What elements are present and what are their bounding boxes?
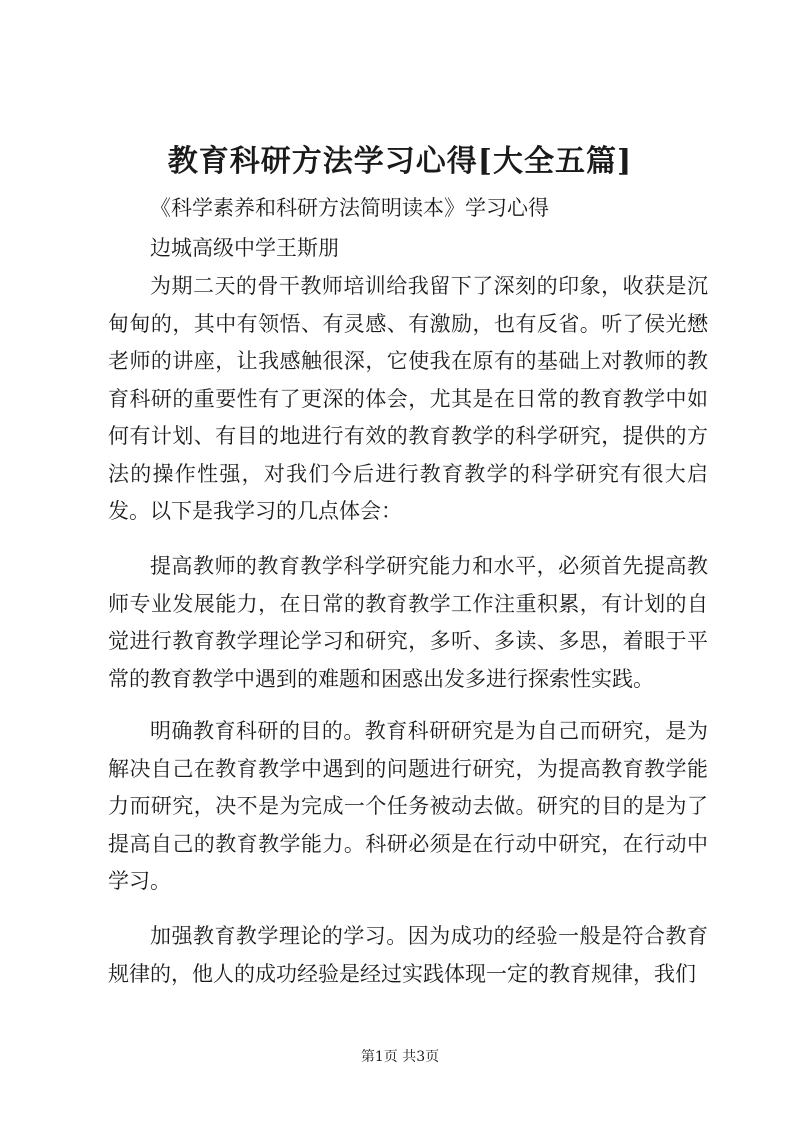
document-title: 教育科研方法学习心得[大全五篇]: [167, 144, 633, 179]
paragraph-3: 明确教育科研的目的。教育科研研究是为自己而研究，是为解决自己在教育教学中遇到的问题进行研究，为提高教育教学能力而研究，决不是为完成一个任务被动去做。研究的目的是为了提高自己的教育教学能力。科研必须是在行动中研究，在行动中学习。: [108, 719, 708, 893]
document-subtitle: 《科学素养和科研方法简明读本》学习心得: [150, 196, 549, 220]
paragraph-1: 为期二天的骨干教师培训给我留下了深刻的印象，收获是沉甸甸的，其中有领悟、有灵感、有激励，也有反省。听了侯光懋老师的讲座，让我感触很深，它使我在原有的基础上对教师的教育科研的重要性有了更深的体会，尤其是在日常的教育教学中如何有计划、有目的地进行有效的教育教学的科学研究，提供的方法的操作性强，对我们今后进行教育教学的科学研究有很大启发。以下是我学习的几点体会：: [108, 274, 708, 523]
page-indicator: 第1页 共3页: [360, 1049, 440, 1065]
document-author: 边城高级中学王斯朋: [150, 236, 339, 260]
paragraph-2: 提高教师的教育教学科学研究能力和水平，必须首先提高教师专业发展能力，在日常的教育教学工作注重积累，有计划的自觉进行教育教学理论学习和研究，多听、多读、多思，着眼于平常的教育教学中遇到的难题和困惑出发多进行探索性实践。: [108, 554, 708, 691]
paragraph-4: 加强教育教学理论的学习。因为成功的经验一般是符合教育规律的，他人的成功经验是经过实践体现一定的教育规律，我们: [108, 924, 708, 986]
